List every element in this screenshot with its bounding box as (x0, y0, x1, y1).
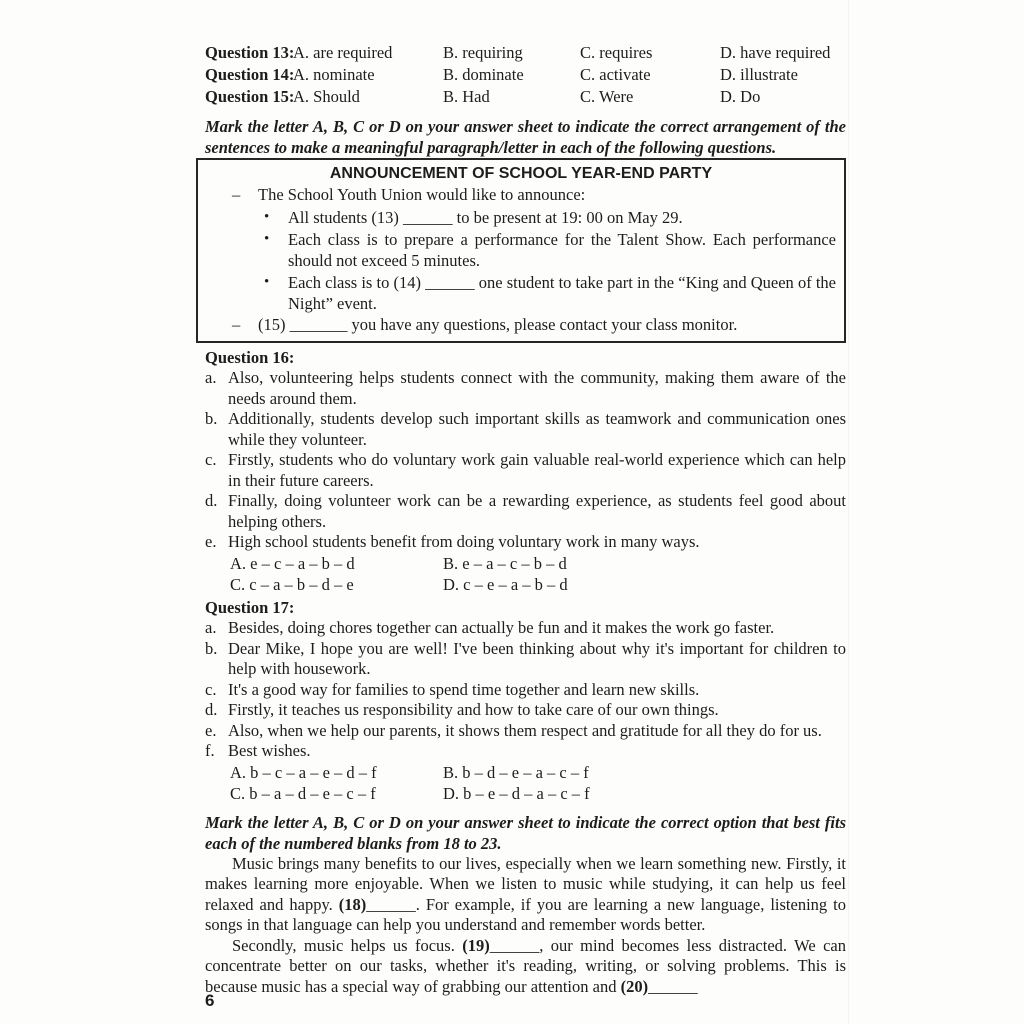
question-17-options-row-2 (230, 783, 846, 804)
question-16-sentence-e (205, 532, 846, 553)
bullet-icon: • (264, 274, 270, 290)
sentence-text: Dear Mike, I hope you are well! I've been thinking about why it's important for children to help with housework. (228, 638, 846, 678)
sentence-text: Also, when we help our parents, it shows them respect and gratitude for all they do for us. (228, 720, 822, 740)
question-16-sentence-a (205, 368, 846, 409)
instruction-blanks: Mark the letter A, B, C or D on your answer sheet to indicate the correct option that best fits each of the numbered blanks from 18 to 23. (205, 812, 846, 853)
announcement-intro-row (206, 185, 836, 206)
announcement-title: ANNOUNCEMENT OF SCHOOL YEAR-END PARTY (329, 165, 713, 182)
question-14-option-b: B. dominate (443, 65, 524, 84)
question-16-option-a: A. e – c – a – b – d (230, 553, 355, 573)
question-14-option-c: C. activate (580, 65, 651, 84)
passage-paragraph-1: Music brings many benefits to our lives, especially when we learn something new. Firstly, it makes learning more enjoyable. When we listen to music while studying, it can help us feel relaxed and happy. (18)______. For example, if you are learning a new language, listening to songs in that language can help you understand and remember words better. (205, 853, 846, 935)
question-16-label: Question 16: (205, 347, 295, 367)
instruction-arrangement: Mark the letter A, B, C or D on your answer sheet to indicate the correct arrangement of the sentences to make a meaningful paragraph/letter in each of the following questions. (205, 117, 846, 157)
passage-paragraph-2: Secondly, music helps us focus. (19)______, our mind becomes less distracted. We can concentrate better on our tasks, whether it's reading, writing, or solving problems. This is because music has a special way of grabbing our attention and (20)______ (205, 935, 847, 997)
question-14-option-a: A. nominate (293, 65, 375, 84)
announcement-bullet-2 (206, 230, 836, 271)
sentence-letter: b. (205, 409, 218, 428)
sentence-text: Firstly, students who do voluntary work gain valuable real-world experience which can help in their future careers. (228, 450, 846, 490)
question-15-option-a: A. Should (293, 87, 360, 106)
question-16-options-row-2 (230, 574, 846, 595)
question-16-sentence-b (205, 409, 846, 450)
announcement-bullet-1 (206, 208, 836, 229)
question-17-sentence-c (205, 680, 846, 701)
sentence-letter: b. (205, 638, 218, 658)
question-17-option-b: B. b – d – e – a – c – f (443, 762, 589, 782)
sentence-letter: c. (205, 679, 217, 699)
sentence-text: Besides, doing chores together can actually be fun and it makes the work go faster. (228, 618, 775, 637)
question-13-option-a: A. are required (293, 43, 393, 62)
announcement-bullet-3-text: Each class is to (14) ______ one student to take part in the “King and Queen of the Night” event. (288, 273, 836, 313)
question-17-option-a: A. b – c – a – e – d – f (230, 762, 377, 782)
page-number: 6 (205, 991, 215, 1010)
question-16-sentence-c (205, 450, 846, 491)
question-16-options-row-1 (230, 553, 846, 574)
question-17-sentence-f (205, 741, 846, 762)
question-13-option-c: C. requires (580, 43, 653, 62)
announcement-bullet-1-text: All students (13) ______ to be present at 19: 00 on May 29. (288, 207, 683, 227)
sentence-letter: c. (205, 450, 217, 469)
question-14-option-d: D. illustrate (720, 65, 798, 84)
sentence-text: Firstly, it teaches us responsibility and how to take care of our own things. (228, 700, 719, 719)
sentence-text: Additionally, students develop such important skills as teamwork and communication ones while they volunteer. (228, 409, 846, 449)
question-17-sentence-a (205, 618, 846, 639)
question-17-sentence-e (205, 721, 846, 742)
announcement-outro-text: (15) _______ you have any questions, please contact your class monitor. (258, 315, 738, 334)
mcq-questions-13-15 (205, 42, 846, 108)
sentence-letter: d. (205, 700, 218, 719)
question-17-sentence-d (205, 700, 846, 721)
sentence-letter: a. (205, 618, 217, 637)
question-17-option-c: C. b – a – d – e – c – f (230, 783, 376, 803)
sentence-text: Best wishes. (228, 741, 311, 760)
sentence-letter: a. (205, 368, 217, 387)
bullet-icon: • (264, 208, 270, 225)
question-15-label: Question 15: (205, 87, 295, 106)
question-16-option-c: C. c – a – b – d – e (230, 574, 354, 594)
announcement-outro-row (206, 315, 836, 336)
question-14-row (205, 64, 846, 86)
page-content (205, 42, 846, 998)
scan-page-edge (848, 0, 849, 1024)
sentence-text: Also, volunteering helps students connect with the community, making them aware of the needs around them. (228, 368, 846, 408)
question-17-sentence-b (205, 639, 846, 680)
sentence-letter: e. (205, 720, 217, 740)
sentence-text: High school students benefit from doing voluntary work in many ways. (228, 532, 700, 551)
question-17-label: Question 17: (205, 597, 295, 617)
sentence-text: Finally, doing volunteer work can be a rewarding experience, as students feel good about helping others. (228, 491, 846, 531)
question-16-option-b: B. e – a – c – b – d (443, 553, 567, 573)
sentence-letter: e. (205, 532, 217, 551)
dash-icon: – (232, 315, 241, 334)
question-13-label: Question 13: (205, 43, 295, 62)
question-13-row (205, 42, 846, 64)
dash-icon: – (232, 185, 241, 204)
announcement-intro-text: The School Youth Union would like to announce: (258, 185, 586, 204)
question-16-option-d: D. c – e – a – b – d (443, 574, 568, 594)
announcement-bullet-3 (206, 273, 836, 314)
question-15-option-c: C. Were (580, 87, 634, 106)
question-17-options-row-1 (230, 762, 846, 783)
question-15-option-d: D. Do (720, 87, 761, 106)
sentence-letter: f. (205, 741, 215, 760)
question-14-label: Question 14: (205, 65, 295, 84)
question-16-sentence-d (205, 491, 846, 532)
question-17-option-d: D. b – e – d – a – c – f (443, 783, 590, 803)
announcement-bullet-2-text: Each class is to prepare a performance for the Talent Show. Each performance should not exceed 5 minutes. (288, 230, 836, 270)
sentence-text: It's a good way for families to spend time together and learn new skills. (228, 679, 700, 699)
question-15-row (205, 86, 846, 108)
bullet-icon: • (264, 231, 270, 247)
question-13-option-d: D. have required (720, 43, 831, 62)
sentence-letter: d. (205, 491, 218, 510)
question-15-option-b: B. Had (443, 87, 490, 106)
question-13-option-b: B. requiring (443, 43, 523, 62)
announcement-box (196, 158, 846, 343)
